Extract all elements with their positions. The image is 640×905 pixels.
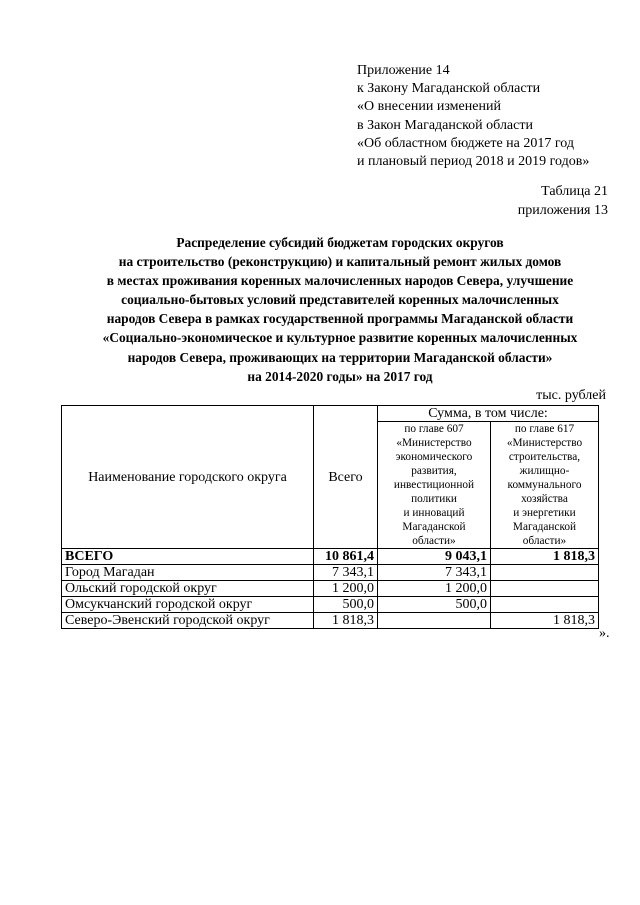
closing-quote-mark: ». [599,626,610,641]
row-ch617: 1 818,3 [491,613,599,629]
table-ref-line: приложения 13 [517,202,608,218]
header-607-line: по главе 607 [404,423,464,435]
row-name: Город Магадан [62,565,314,581]
title-line: в местах проживания коренных малочисленных народов Севера, улучшение [106,273,574,289]
document-title [40,233,640,386]
appendix-line: Приложение 14 [357,63,450,78]
row-name: ВСЕГО [62,549,314,565]
appendix-line: к Закону Магаданской области [357,81,541,97]
header-chapter-607 [378,422,491,549]
table-header-row [62,406,599,422]
header-617-line: области» [522,535,567,547]
row-ch617 [491,565,599,581]
header-total: Всего [314,406,378,549]
header-617-line: жилищно- [519,465,570,477]
appendix-line: «Об областном бюджете на 2017 год [357,135,574,151]
row-ch607: 1 200,0 [378,581,491,597]
header-sum-including: Сумма, в том числе: [378,406,599,422]
title-line: на строительство (реконструкцию) и капитальный ремонт жилых домов [118,254,562,270]
row-total: 1 200,0 [314,581,378,597]
header-607-line: «Министерство [396,437,472,449]
header-607-line: инвестиционной [393,479,475,491]
row-ch617 [491,581,599,597]
row-name: Омсукчанский городской округ [62,597,314,613]
header-chapter-617 [491,422,599,549]
title-line: народов Севера, проживающих на территории Магаданской области» [127,349,553,365]
header-607-line: политики [411,493,457,505]
header-617-line: строительства, [508,451,581,463]
appendix-reference [357,62,589,171]
row-ch607: 9 043,1 [378,549,491,565]
header-617-line: и энергетики [513,507,576,519]
table-row-total [62,549,599,565]
row-total: 500,0 [314,597,378,613]
table-ref-line: Таблица 21 [541,184,608,199]
title-line: социально-бытовых условий представителей коренных малочисленных [121,292,559,308]
row-name: Ольский городской округ [62,581,314,597]
subsidy-table [61,405,599,629]
row-total: 10 861,4 [314,549,378,565]
title-line: на 2014-2020 годы» на 2017 год [247,368,433,384]
header-607-line: экономического [395,451,473,463]
row-ch607: 7 343,1 [378,565,491,581]
row-total: 1 818,3 [314,613,378,629]
units-label: тыс. рублей [536,388,606,403]
header-607-line: развития, [411,465,457,477]
header-607-line: и инноваций [403,507,465,519]
row-ch617: 1 818,3 [491,549,599,565]
title-line: «Социально-экономическое и культурное развитие коренных малочисленных [102,330,578,346]
appendix-line: в Закон Магаданской области [357,117,533,133]
header-617-line: Магаданской [512,521,577,533]
header-617-line: хозяйства [521,493,568,505]
table-row [62,581,599,597]
title-line: народов Севера в рамках государственной программы Магаданской области [106,311,574,327]
appendix-line: «О внесении изменений [357,99,501,115]
table-row [62,613,599,629]
table-reference [518,183,608,220]
row-ch607 [378,613,491,629]
header-617-line: «Министерство [506,437,583,449]
appendix-line: и плановый период 2018 и 2019 годов» [357,154,590,170]
row-ch617 [491,597,599,613]
table-row [62,565,599,581]
table-row [62,597,599,613]
row-total: 7 343,1 [314,565,378,581]
header-607-line: Магаданской [402,521,466,533]
row-name: Северо-Эвенский городской округ [62,613,314,629]
title-line: Распределение субсидий бюджетам городских округов [176,235,504,250]
header-name: Наименование городского округа [62,406,314,549]
header-617-line: по главе 617 [514,423,575,435]
header-607-line: области» [412,535,456,547]
row-ch607: 500,0 [378,597,491,613]
header-617-line: коммунального [507,479,582,491]
